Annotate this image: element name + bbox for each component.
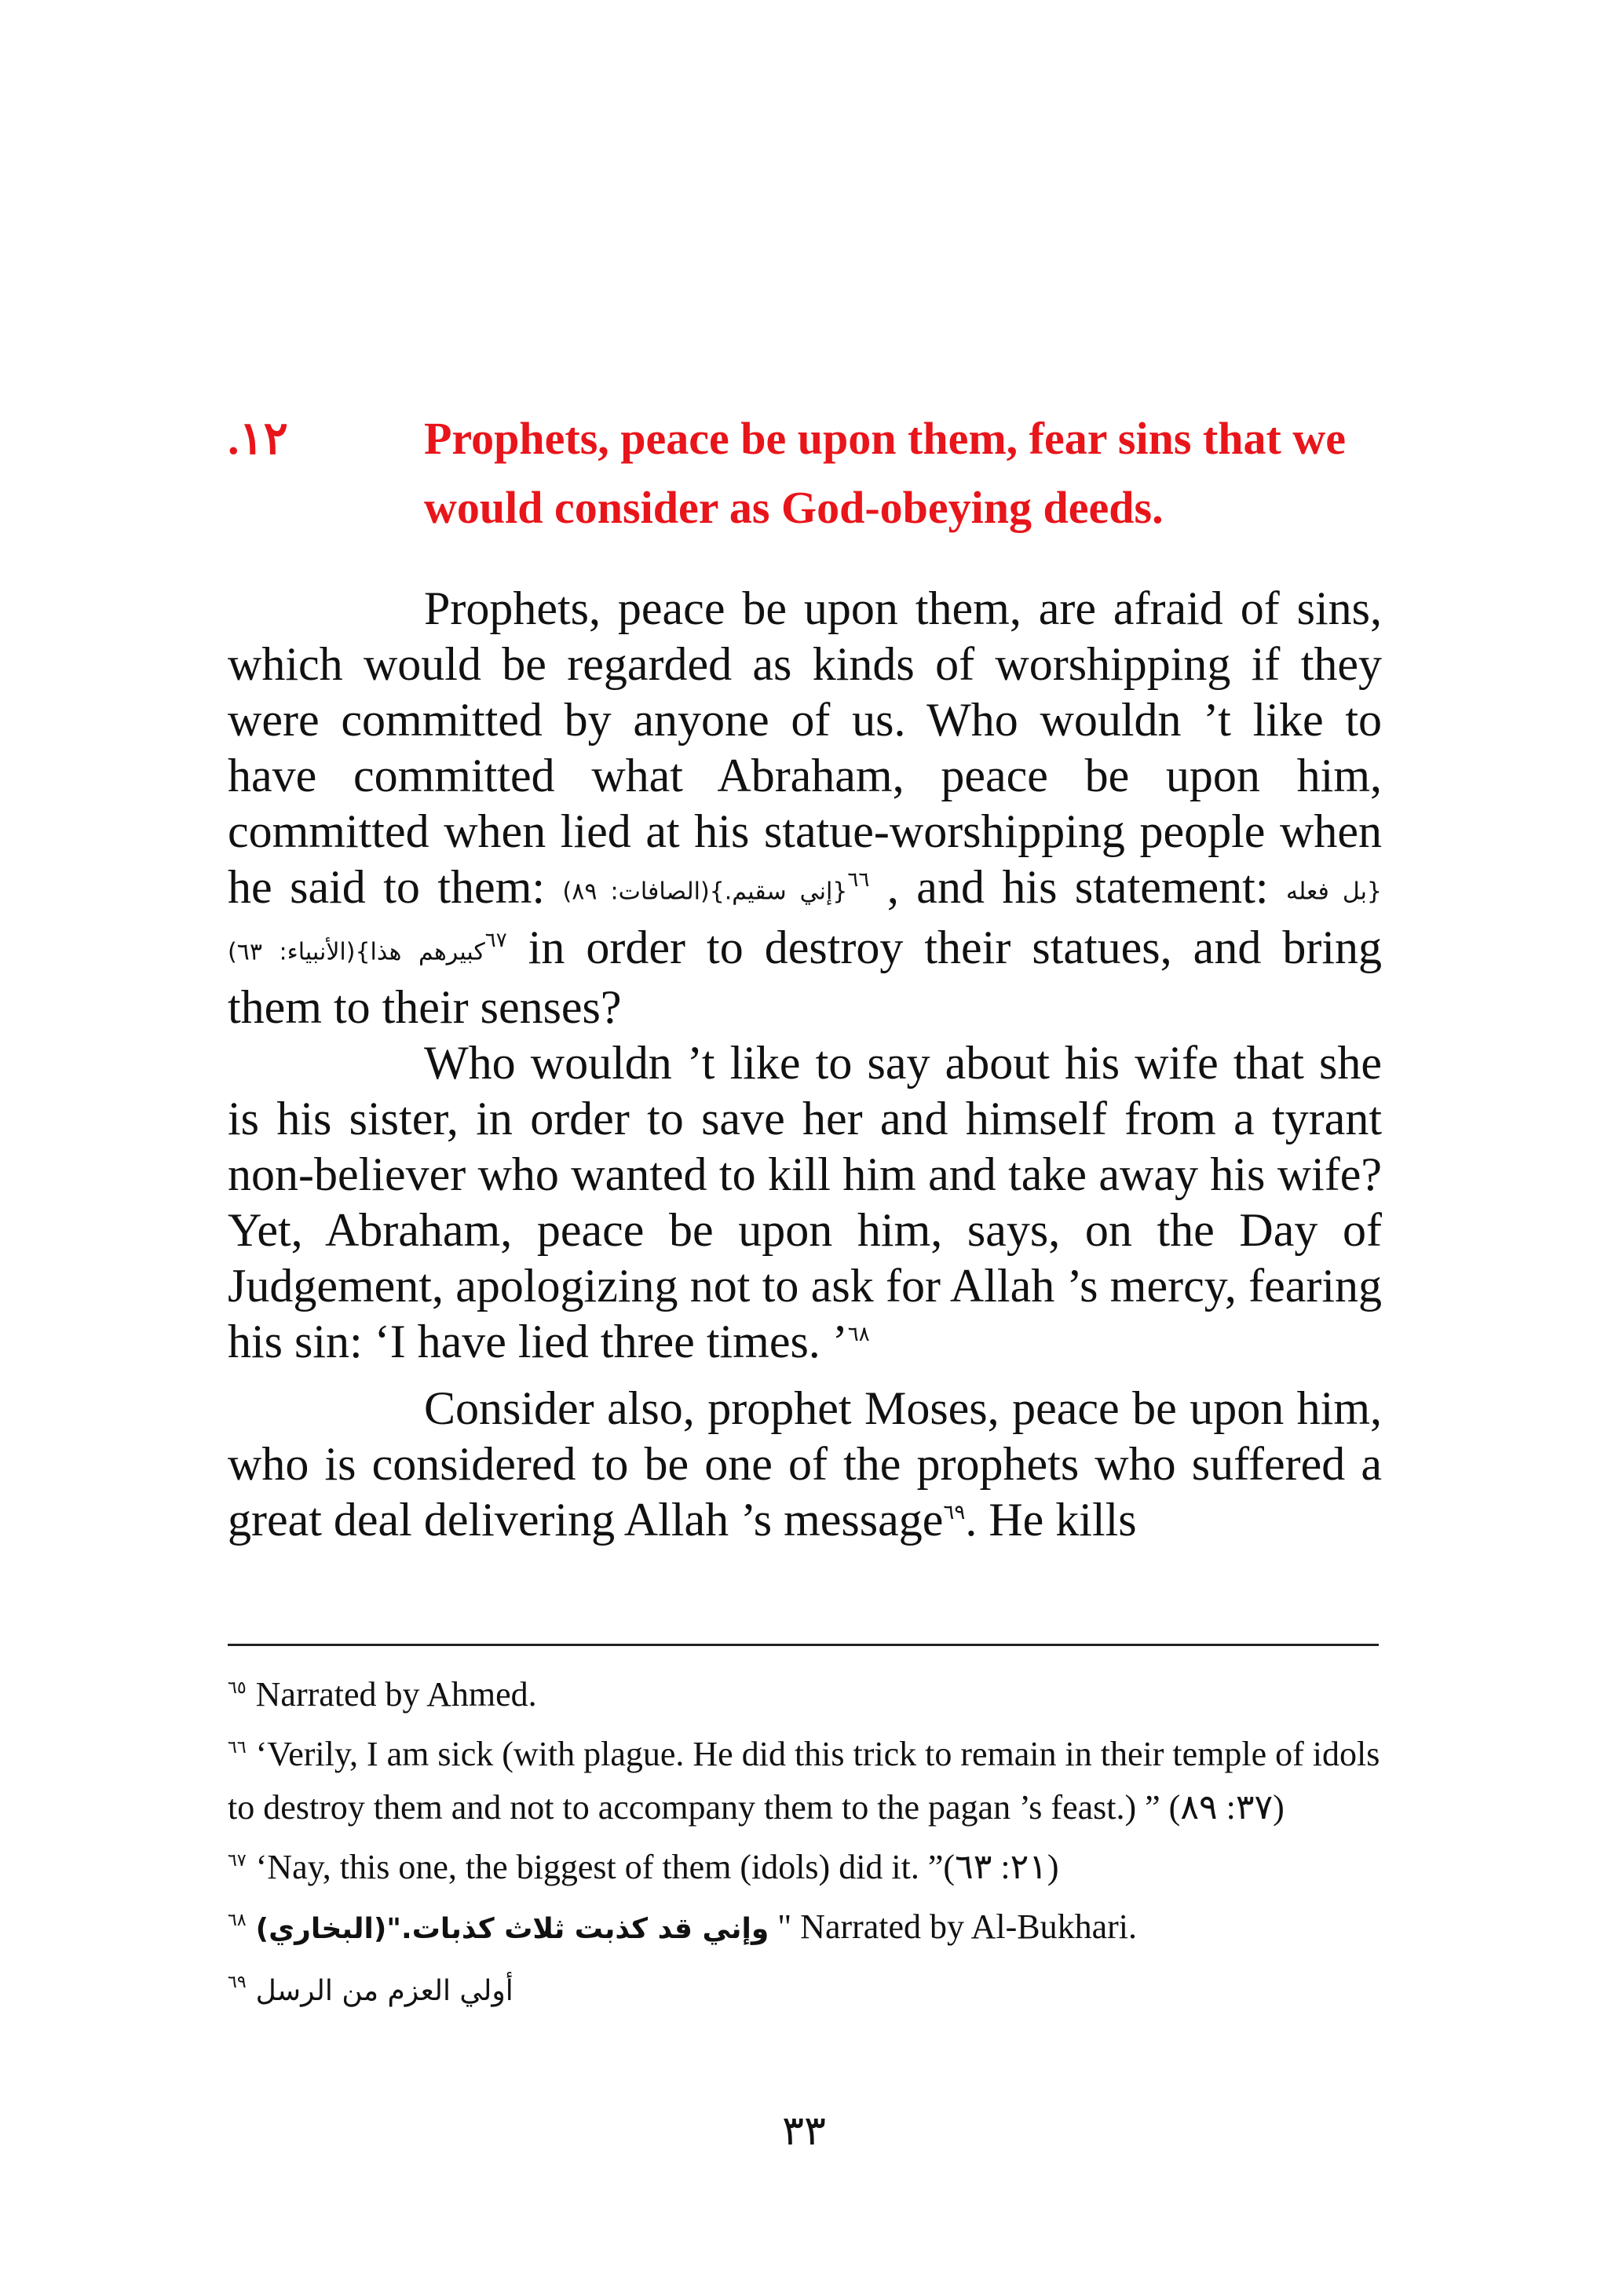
footnote-number: ٦٦ bbox=[228, 1737, 247, 1758]
paragraph-1-text-c: in order to destroy their statues, and bring them to their senses? bbox=[228, 921, 1382, 1034]
footnote-ref-69: ٦٩ bbox=[943, 1501, 966, 1524]
paragraph-3 bbox=[228, 1381, 1382, 1548]
paragraph-1 bbox=[228, 581, 1382, 1035]
paragraph-3-text-b: . He kills bbox=[965, 1494, 1137, 1546]
footnote-67 bbox=[228, 1841, 1382, 1894]
quran-quote-2: {بل فعله كبيرهم هذا}(الأنبياء: ٦٣) bbox=[228, 878, 1383, 966]
footnote-verse-ref: (٢١: ٦٣) bbox=[943, 1848, 1059, 1886]
body-text bbox=[228, 581, 1382, 1548]
footnote-text: " Narrated by Al-Bukhari. bbox=[777, 1907, 1138, 1946]
section-title: Prophets, peace be upon them, fear sins that we would consider as God-obeying deeds. bbox=[424, 413, 1346, 533]
footnote-number: ٦٨ bbox=[228, 1910, 247, 1930]
footnote-text: ‘Verily, I am sick (with plague. He did this trick to remain in their temple of idols to destroy them and not to accompany them to the pagan ’s feast.) ” bbox=[228, 1735, 1380, 1827]
paragraph-2 bbox=[228, 1035, 1382, 1370]
footnote-68 bbox=[228, 1900, 1382, 1956]
footnote-69 bbox=[228, 1962, 1382, 2018]
footnote-text: Narrated by Ahmed. bbox=[255, 1675, 537, 1714]
footnote-number: ٦٧ bbox=[228, 1850, 247, 1871]
footnote-66 bbox=[228, 1728, 1382, 1834]
footnote-arabic-text: أولي العزم من الرسل bbox=[255, 1975, 513, 2007]
paragraph-2-text: Who wouldn ’t like to say about his wife that she is his sister, in order to save her and himself from a tyrant non-believer who wanted to kill him and take away his wife? Yet, Abraham, peace be upon him, says, on the Day of Judgement, apologizing not to ask for Allah ’s mercy, fearing his sin: ‘I have lied three times. ’ bbox=[228, 1037, 1382, 1368]
footnote-ref-66: ٦٦ bbox=[847, 868, 870, 891]
section-number: ١٢. bbox=[228, 413, 288, 464]
footnote-text: ‘Nay, this one, the biggest of them (idols) did it. ” bbox=[255, 1848, 944, 1886]
footnote-number: ٦٩ bbox=[228, 1972, 247, 1992]
footnote-number: ٦٥ bbox=[228, 1677, 247, 1698]
paragraph-3-text-a: Consider also, prophet Moses, peace be upon him, who is considered to be one of the prophets who suffered a great deal delivering Allah ’s message bbox=[228, 1382, 1382, 1546]
paragraph-1-text-a: Prophets, peace be upon them, are afraid of sins, which would be regarded as kinds of worshipping if they were committed by anyone of us. Who wouldn ’t like to have committed what Abraham, peace be upon him, committed when lied at his statue-worshipping people when he said to them: bbox=[228, 582, 1382, 913]
footnote-ref-67: ٦٧ bbox=[484, 928, 507, 951]
paragraph-1-text-b: , and his statement: bbox=[886, 861, 1269, 913]
footnote-divider bbox=[228, 1644, 1379, 1646]
footnote-65 bbox=[228, 1668, 1382, 1721]
quran-quote-1: {إني سقيم.}(الصافات: ٨٩) bbox=[562, 878, 848, 906]
footnotes bbox=[228, 1668, 1382, 2024]
footnote-verse-ref: (٣٧: ٨٩) bbox=[1168, 1788, 1285, 1827]
footnote-ref-68: ٦٨ bbox=[847, 1323, 870, 1346]
footnote-arabic-text: وإني قد كذبت ثلاث كذبات."(البخاري) bbox=[255, 1913, 769, 1945]
page-number: ٣٣ bbox=[782, 2109, 826, 2154]
